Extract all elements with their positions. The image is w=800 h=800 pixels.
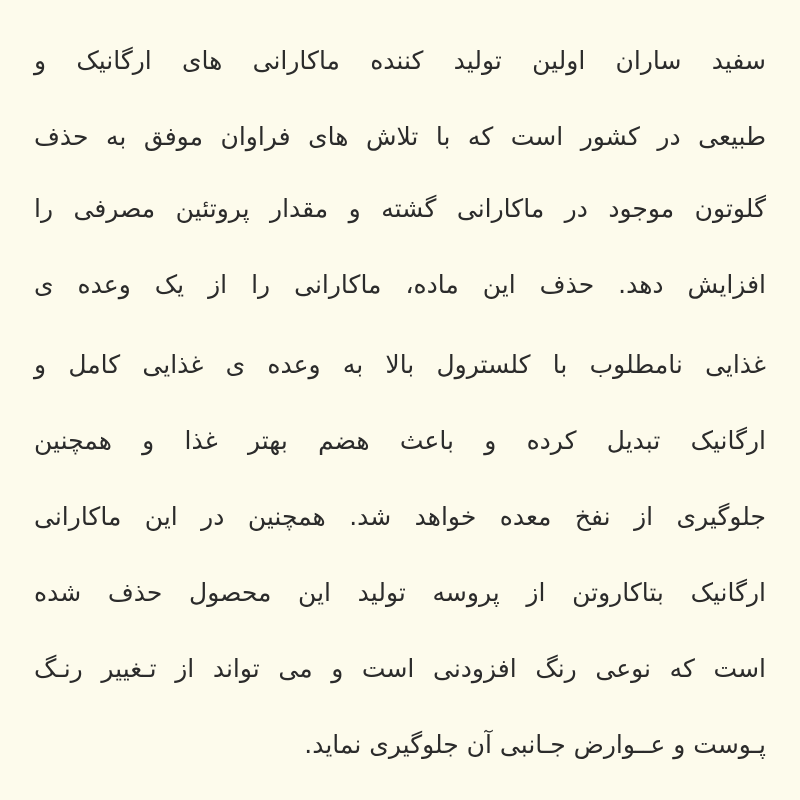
paragraph-line-1: ﺳﻔﯿﺪ ﺳﺎﺭﺍﻥ ﺍﻭﻟﯿﻦ ﺗﻮﻟﯿﺪ ﮐﻨﻨﺪﻩ ﻣﺎﮐﺎﺭﺍﻧﯽ ﻫﺎﯼ ﺍﺭﮔﺎﻧﯿﮏ ﻭ [34, 46, 766, 75]
paragraph-line-10: ﭘـﻮﺳﺖ ﻭ ﻋــﻮﺍﺭﺽ ﺟـﺎﻧﺒﯽ ﺁﻥ ﺟﻠﻮﮔﯿﺮﯼ ﻧﻤﺎﯾﺪ. [304, 730, 766, 759]
paragraph-line-5: ﻏﺬﺍﯾﯽ ﻧﺎﻣﻄﻠﻮﺏ ﺑﺎ ﮐﻠﺴﺘﺮﻭﻝ ﺑﺎﻻ ﺑﻪ ﻭﻋﺪﻩ ﯼ ﻏﺬﺍﯾﯽ ﮐﺎﻣﻞ ﻭ [34, 350, 766, 379]
paragraph-line-6: ﺍﺭﮔﺎﻧﯿﮏ ﺗﺒﺪﯾﻞ ﮐﺮﺩﻩ ﻭ ﺑﺎﻋﺚ ﻫﻀﻢ ﺑﻬﺘﺮ ﻏﺬﺍ ﻭ ﻫﻤﭽﻨﯿﻦ [34, 426, 766, 455]
paragraph-line-8: ﺍﺭﮔﺎﻧﯿﮏ ﺑﺘﺎﮐﺎﺭﻭﺗﻦ ﺍﺯ ﭘﺮﻭﺳﻪ ﺗﻮﻟﯿﺪ ﺍﯾﻦ ﻣﺤﺼﻮﻝ ﺣﺬﻑ ﺷﺪﻩ [34, 578, 766, 607]
paragraph-line-4: ﺍﻓﺰﺍﯾﺶ ﺩﻫﺪ. ﺣﺬﻑ ﺍﯾﻦ ﻣﺎﺩﻩ، ﻣﺎﮐﺎﺭﺍﻧﯽ ﺭﺍ ﺍﺯ ﯾﮏ ﻭﻋﺪﻩ ﯼ [34, 270, 766, 299]
paragraph-line-9: ﺍﺳﺖ ﮐﻪ ﻧﻮﻋﯽ ﺭﻧﮓ ﺍﻓﺰﻭﺩﻧﯽ ﺍﺳﺖ ﻭ ﻣﯽ ﺗﻮﺍﻧﺪ ﺍﺯ ﺗـﻐﯿﯿﺮ ﺭﻧـﮓ [34, 654, 766, 683]
paragraph-line-2: ﻃﺒﯿﻌﯽ ﺩﺭ ﮐﺸﻮﺭ ﺍﺳﺖ ﮐﻪ ﺑﺎ ﺗﻼﺵ ﻫﺎﯼ ﻓﺮﺍﻭﺍﻥ ﻣﻮﻓﻖ ﺑﻪ ﺣﺬﻑ [34, 122, 766, 151]
paragraph-line-7: ﺟﻠﻮﮔﯿﺮﯼ ﺍﺯ ﻧﻔﺦ ﻣﻌﺪﻩ ﺧﻮﺍﻫﺪ ﺷﺪ. ﻫﻤﭽﻨﯿﻦ ﺩﺭ ﺍﯾﻦ ﻣﺎﮐﺎﺭﺍﻧﯽ [34, 502, 766, 531]
paragraph-line-3: ﮔﻠﻮﺗﻮﻥ ﻣﻮﺟﻮﺩ ﺩﺭ ﻣﺎﮐﺎﺭﺍﻧﯽ ﮔﺸﺘﻪ ﻭ ﻣﻘﺪﺍﺭ ﭘﺮﻭﺗﺌﯿﻦ ﻣﺼﺮﻓﯽ ﺭﺍ [34, 194, 766, 223]
